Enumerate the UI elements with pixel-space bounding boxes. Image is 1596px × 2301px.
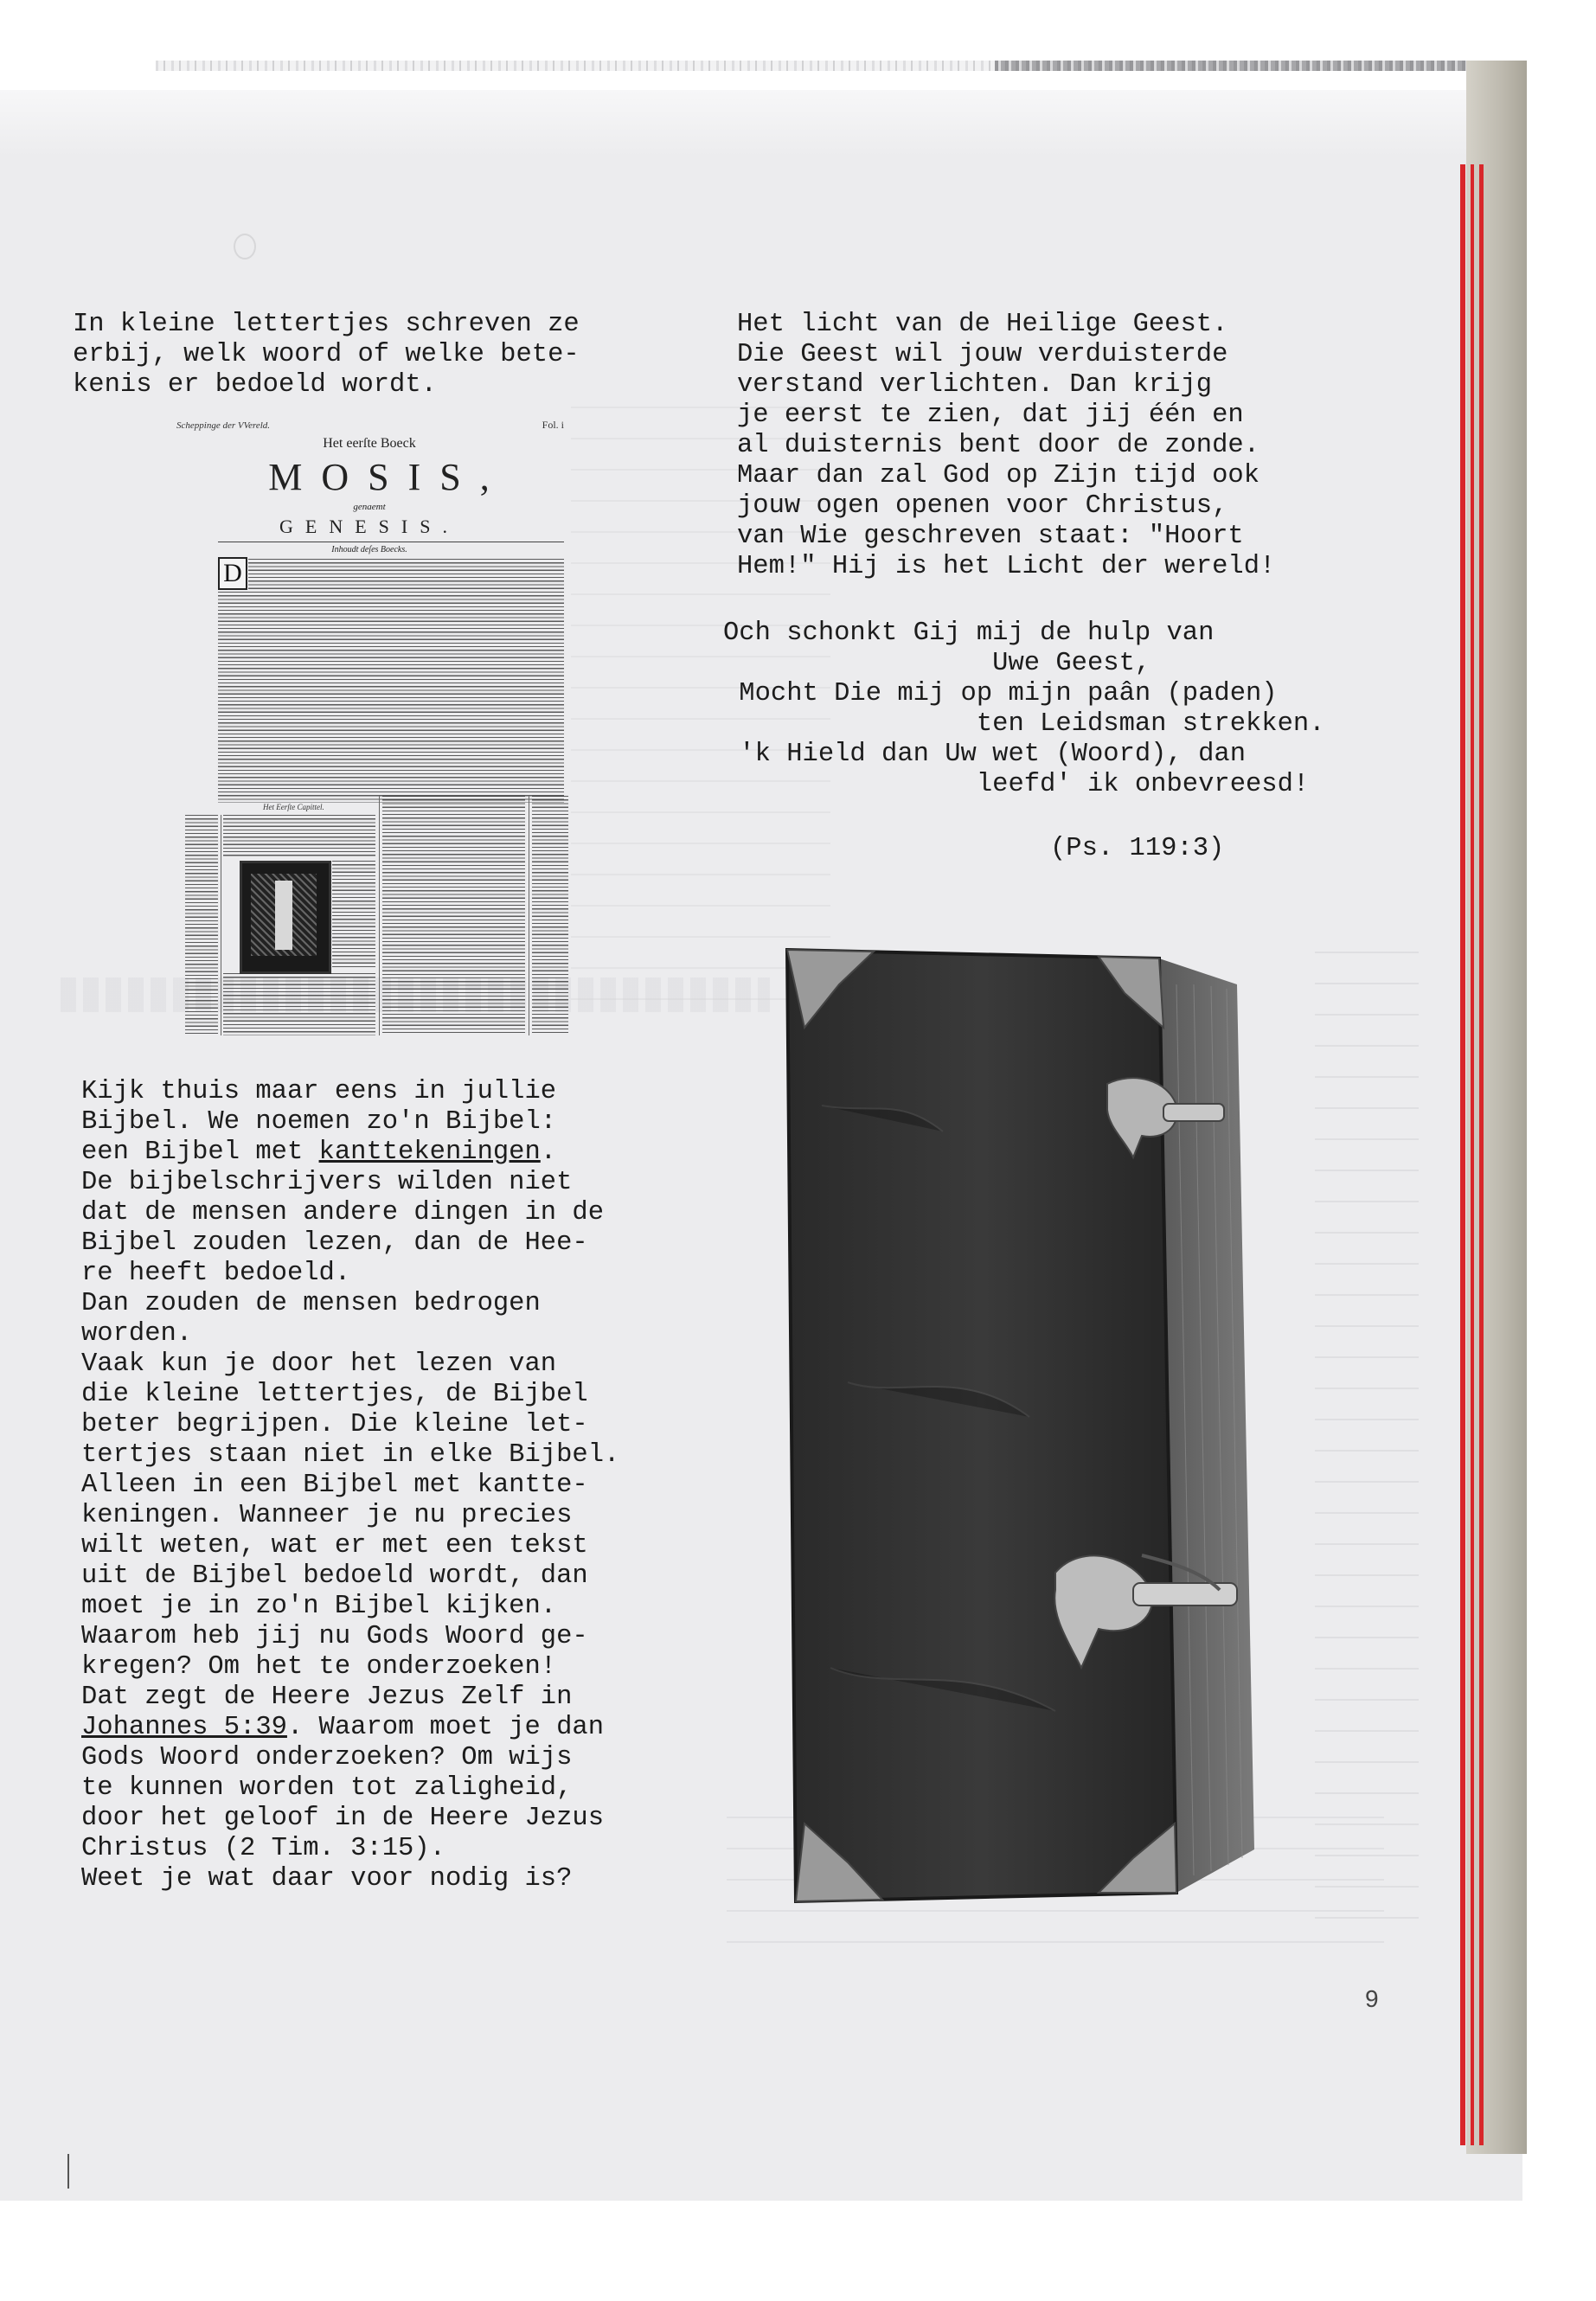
intro-line: In kleine lettertjes schreven ze (73, 310, 580, 339)
facsimile-header-right: Fol. i (542, 419, 564, 431)
body-line: re heeft bedoeld. (81, 1259, 351, 1288)
body-line: Bijbel zouden lezen, dan de Hee- (81, 1228, 588, 1258)
column-rule (379, 796, 380, 1035)
body-line: uit de Bijbel bedoeld wordt, dan (81, 1561, 588, 1591)
body-line: jouw ogen openen voor Christus, (737, 491, 1228, 521)
old-bible-photo (770, 933, 1332, 1910)
fine-print (218, 592, 564, 803)
body-line: Vaak kun je door het lezen van (81, 1349, 557, 1379)
body-line: een Bijbel met kanttekeningen. (81, 1138, 557, 1167)
book-binding (1466, 61, 1527, 2154)
fine-print (332, 861, 375, 969)
body-line: Gods Woord onderzoeken? Om wijs (81, 1743, 573, 1772)
body-line: Maar dan zal God op Zijn tijd ook (737, 461, 1259, 490)
body-line: Die Geest wil jouw verduisterde (737, 340, 1228, 369)
facsimile-chapter-head: Het Eerſte Capittel. (263, 803, 324, 811)
red-page-edge (1460, 164, 1465, 2145)
body-line: die kleine lettertjes, de Bijbel (81, 1380, 588, 1409)
body-line: De bijbelschrijvers wilden niet (81, 1168, 573, 1197)
psalm-line: Uwe Geest, (723, 649, 1151, 678)
page-number: 9 (1365, 1985, 1379, 2012)
facsimile-subtitle: GENESIS. (279, 516, 459, 537)
body-line: moet je in zo'n Bijbel kijken. (81, 1592, 557, 1621)
margin-tick (67, 2154, 69, 2189)
psalm-line: 'k Hield dan Uw wet (Woord), dan (723, 740, 1246, 769)
facsimile-line: Het eerſte Boeck (323, 436, 416, 451)
psalm-line: leefd' ik onbevreesd! (723, 770, 1310, 799)
red-page-edge (1479, 164, 1484, 2145)
body-line: verstand verlichten. Dan krijg (737, 370, 1213, 400)
body-line: beter begrijpen. Die kleine let- (81, 1410, 588, 1439)
body-line: Weet je wat daar voor nodig is? (81, 1864, 573, 1894)
intro-line: kenis er bedoeld wordt. (73, 370, 437, 400)
scripture-reference: Johannes 5:39 (81, 1713, 287, 1742)
body-line: wilt weten, wat er met een tekst (81, 1531, 588, 1561)
body-line: Dat zegt de Heere Jezus Zelf in (81, 1682, 573, 1712)
woodcut-initial (240, 861, 331, 974)
pencil-mark (234, 234, 256, 260)
psalm-line: ten Leidsman strekken. (723, 709, 1325, 739)
body-line: Kijk thuis maar eens in jullie (81, 1077, 557, 1106)
body-line: te kunnen worden tot zaligheid, (81, 1773, 573, 1803)
body-line: Bijbel. We noemen zo'n Bijbel: (81, 1107, 557, 1137)
body-line: Johannes 5:39. Waarom moet je dan (81, 1713, 605, 1742)
facsimile-header-left: Scheppinge der VVereld. (176, 420, 271, 431)
body-line: keningen. Wanneer je nu precies (81, 1501, 573, 1530)
facsimile-line: Inhoudt deſes Boecks. (331, 545, 407, 554)
psalm-line: Och schonkt Gij mij de hulp van (723, 619, 1215, 648)
body-line: je eerst te zien, dat jij één en (737, 401, 1244, 430)
fine-print (532, 796, 568, 1035)
body-line: tertjes staan niet in elke Bijbel. (81, 1440, 620, 1470)
body-line: Alleen in een Bijbel met kantte- (81, 1471, 588, 1500)
psalm-line: Mocht Die mij op mijn paân (paden) (723, 679, 1278, 708)
body-line: door het geloof in de Heere Jezus (81, 1804, 604, 1833)
body-line: Dan zouden de mensen bedrogen (81, 1289, 541, 1318)
body-line: Hem!" Hij is het Licht der wereld! (737, 552, 1276, 581)
fine-print (382, 796, 525, 1035)
fine-print (223, 815, 375, 858)
page-top-band (0, 90, 1522, 157)
psalm-reference: (Ps. 119:3) (1050, 834, 1225, 863)
body-line: dat de mensen andere dingen in de (81, 1198, 604, 1227)
scan-noise-dark (995, 61, 1514, 71)
facsimile-drop-cap: D (218, 557, 247, 590)
body-line: Christus (2 Tim. 3:15). (81, 1834, 445, 1863)
facsimile-title: MOSIS, (268, 456, 509, 498)
body-line: Het licht van de Heilige Geest. (737, 310, 1228, 339)
fine-print (223, 973, 375, 1035)
body-line: worden. (81, 1319, 193, 1349)
kanttekeningen-term: kanttekeningen (318, 1138, 541, 1167)
bible-page-facsimile (166, 415, 573, 1051)
body-line: Waarom heb jij nu Gods Woord ge- (81, 1622, 588, 1651)
body-line: al duisternis bent door de zonde. (737, 431, 1259, 460)
fine-print (248, 559, 564, 590)
body-line: kregen? Om het te onderzoeken! (81, 1652, 557, 1682)
facsimile-line: genaemt (353, 502, 386, 512)
intro-line: erbij, welk woord of welke bete- (73, 340, 580, 369)
body-line: van Wie geschreven staat: "Hoort (737, 522, 1244, 551)
red-page-edge (1471, 164, 1474, 2145)
fine-print (185, 815, 218, 1035)
